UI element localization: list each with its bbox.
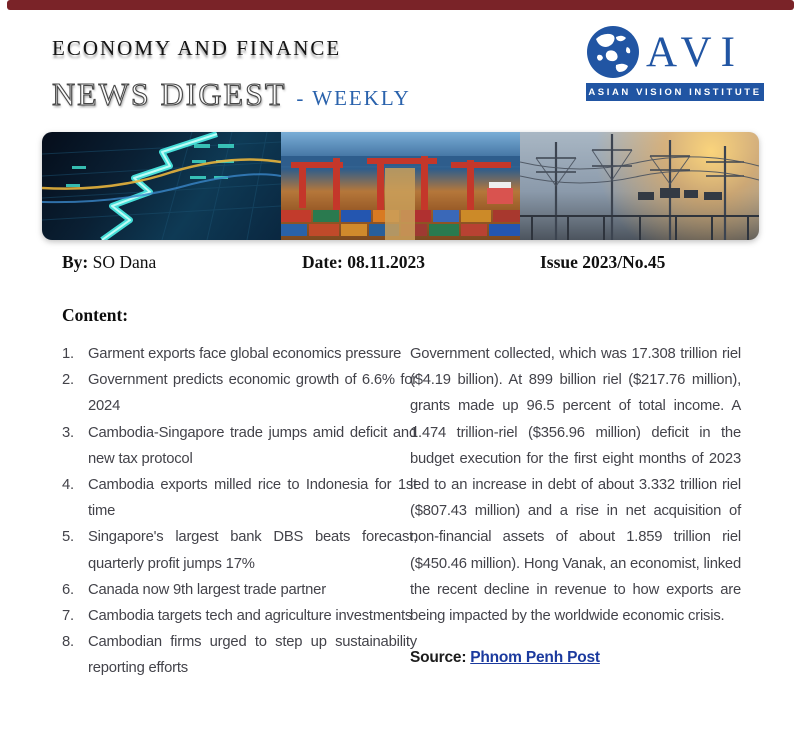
page-title: NEWS DIGEST (52, 76, 287, 112)
masthead (52, 76, 411, 113)
article-paragraph: Government collected, which was 17.308 trillion riel ($4.19 billion). At 899 billion riel ($217.76 million), grants made up 96.5 percent of total income. A 1.474 trillion-riel ($356.96 million) deficit in the budget execution for the first eight months of 2023 led to an increase in debt of about 3.332 trillion riel ($807.43 million) and a rise in net acquisition of non-financial assets of about 1.859 trillion riel ($450.46 million). Hong Vanak, an economist, linked the recent decline in revenue to how exports are being impacted by the worldwide economic crisis. (410, 346, 741, 625)
avi-logo (586, 24, 764, 101)
list-item: Cambodian firms urged to step up sustainability reporting efforts (88, 634, 417, 677)
avi-logo-top (586, 24, 764, 80)
list-item: Garment exports face global economics pressure (88, 346, 402, 362)
date-value: 08.11.2023 (347, 252, 425, 272)
list-item: Cambodia targets tech and agriculture investments (88, 608, 413, 625)
shipping-port-image (281, 132, 520, 240)
source-link[interactable]: Phnom Penh Post (470, 649, 600, 667)
stock-market-image (42, 132, 281, 240)
date-label: Date: (302, 252, 343, 272)
logo-institute-name: ASIAN VISION INSTITUTE (586, 83, 764, 101)
globe-icon (586, 25, 640, 79)
list-item: Government predicts economic growth of 6.6% for 2024 (88, 372, 417, 415)
section-kicker: ECONOMY AND FINANCE (52, 36, 342, 60)
source-line (410, 645, 741, 671)
content-heading: Content: (62, 305, 129, 325)
source-label: Source: (410, 649, 467, 667)
list-item: Cambodia exports milled rice to Indonesia for 1st time (88, 477, 417, 520)
page-subtitle: - WEEKLY (296, 86, 411, 110)
article-column (410, 341, 741, 671)
top-accent-bar (7, 0, 794, 10)
list-item: Cambodia-Singapore trade jumps amid deficit and new tax protocol (88, 424, 417, 467)
byline-author (62, 252, 156, 273)
list-item: Singapore's largest bank DBS beats forecast, quarterly profit jumps 17% (88, 529, 417, 572)
author-name: SO Dana (92, 252, 157, 272)
by-label: By: (62, 252, 89, 272)
banner-strip (42, 132, 759, 240)
content-list (62, 341, 417, 682)
logo-acronym: AVI (646, 28, 744, 76)
power-grid-image (520, 132, 759, 240)
issue-number: Issue 2023/No.45 (540, 252, 666, 272)
byline-date (302, 252, 425, 273)
list-item: Canada now 9th largest trade partner (88, 581, 326, 598)
